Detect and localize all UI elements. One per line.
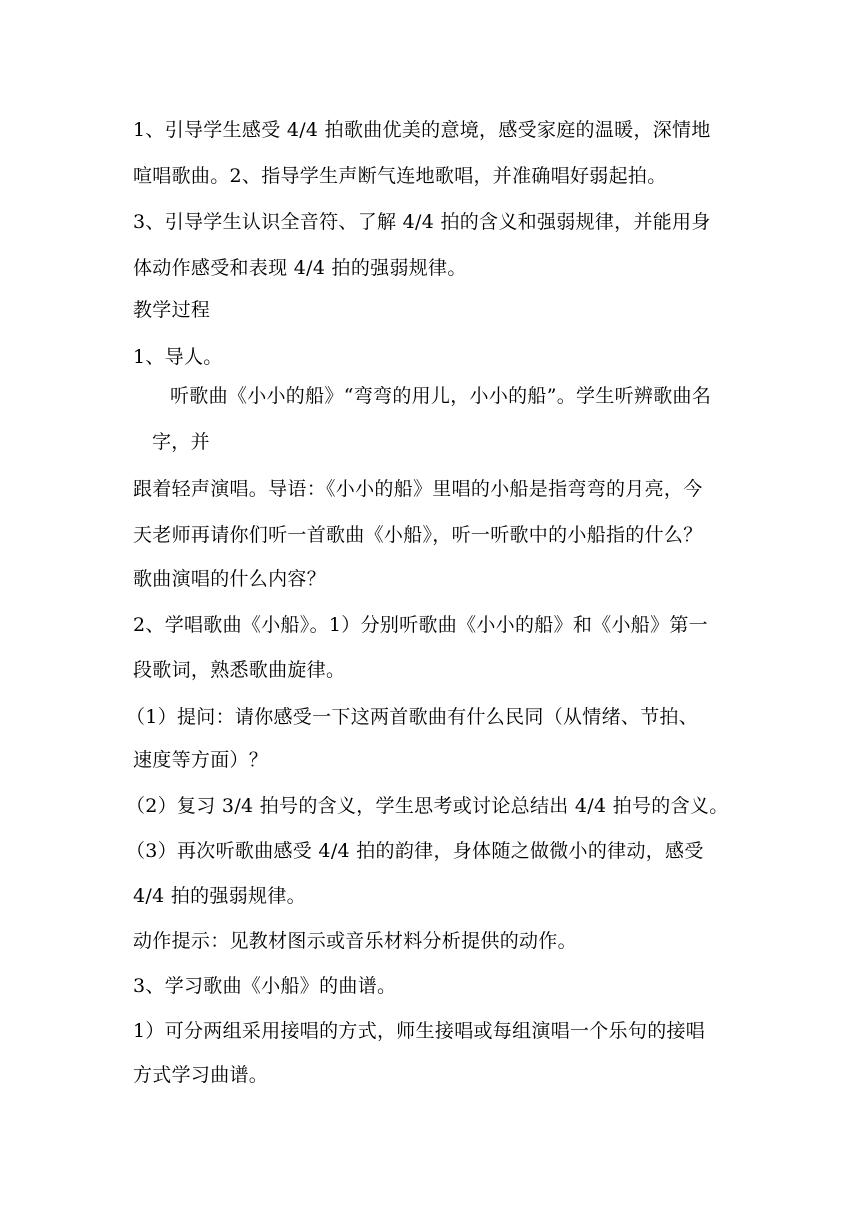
objective-line-1: 1、引导学生感受 4/4 拍歌曲优美的意境，感受家庭的温暖，深情地 <box>133 119 711 141</box>
objective-line-2: 喧唱歌曲。2、指导学生声断气连地歌唱，并准确唱好弱起拍。 <box>133 165 667 187</box>
step-1-text-line-5: 歌曲演唱的什么内容？ <box>133 568 327 590</box>
step-2-sub-2: （2）复习 3/4 拍号的含义，学生思考或讨论总结出 4/4 拍号的含义。 <box>126 795 729 817</box>
step-2-line-2: 段歌词，熟悉歌曲旋律。 <box>133 659 346 681</box>
section-heading-teaching-process: 教学过程 <box>133 299 211 321</box>
step-3-heading: 3、学习歌曲《小船》的曲谱。 <box>133 975 397 997</box>
step-1-text-line-2: 字，并 <box>152 431 210 453</box>
step-1-text-line-4: 天老师再请你们听一首歌曲《小船》，听一听歌中的小船指的什么？ <box>133 524 703 546</box>
objective-line-4: 体动作感受和表现 4/4 拍的强弱规律。 <box>133 257 467 279</box>
action-hint: 动作提示：见教材图示或音乐材料分析提供的动作。 <box>133 930 577 952</box>
step-3-line-2: 方式学习曲谱。 <box>133 1064 269 1086</box>
step-2-sub-3-line-2: 4/4 拍的强弱规律。 <box>133 885 306 907</box>
step-2-sub-1-line-1: （1）提问：请你感受一下这两首歌曲有什么民同（从情绪、节拍、 <box>126 706 699 728</box>
step-2-sub-1-line-2: 速度等方面）？ <box>133 749 269 771</box>
step-3-line-1: 1）可分两组采用接唱的方式，师生接唱或每组演唱一个乐句的接唱 <box>133 1020 706 1042</box>
step-1-text-line-3: 跟着轻声演唱。导语：《小小的船》里唱的小船是指弯弯的月亮，今 <box>133 478 703 500</box>
step-1-text-line-1: 听歌曲《小小的船》“弯弯的用儿，小小的船”。学生听辨歌曲名 <box>170 385 712 407</box>
step-1-heading: 1、导人。 <box>133 346 223 368</box>
step-2-line-1: 2、学唱歌曲《小船》。1）分别听歌曲《小小的船》和《小船》第一 <box>133 614 708 636</box>
objective-line-3: 3、引导学生认识全音符、了解 4/4 拍的含义和强弱规律，并能用身 <box>133 211 711 233</box>
step-2-sub-3-line-1: （3）再次听歌曲感受 4/4 拍的韵律，身体随之做微小的律动，感受 <box>126 840 704 862</box>
